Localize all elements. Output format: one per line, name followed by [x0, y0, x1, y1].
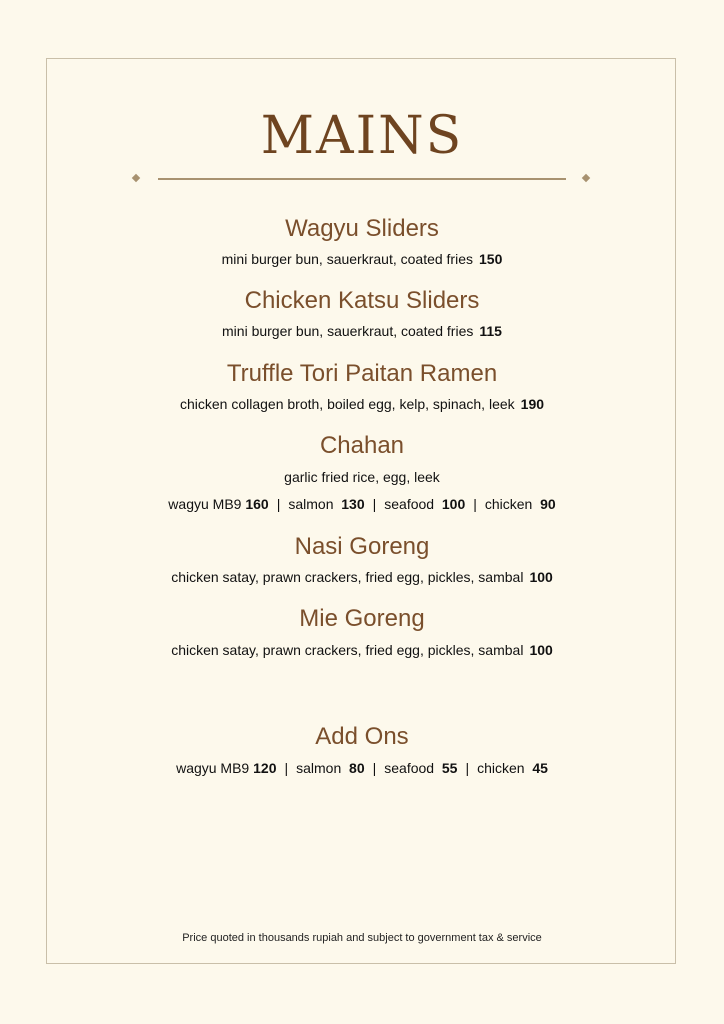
page-title: MAINS	[260, 106, 464, 166]
item-desc-text: chicken satay, prawn crackers, fried egg, pickles, sambal	[171, 642, 524, 658]
option-label: wagyu MB9	[168, 496, 242, 512]
addon-wagyu	[176, 760, 276, 776]
option-salmon	[288, 496, 364, 512]
item-desc-text: mini burger bun, sauerkraut, coated fries	[221, 251, 473, 267]
item-desc-text: mini burger bun, sauerkraut, coated fries	[222, 323, 474, 339]
item-price: 100	[529, 569, 553, 585]
separator: |	[465, 760, 470, 776]
addon-salmon	[296, 760, 365, 776]
option-label: wagyu MB9	[176, 760, 250, 776]
item-price: 190	[520, 396, 545, 412]
item-desc-chicken-katsu-sliders	[0, 322, 724, 340]
separator: |	[473, 496, 477, 512]
option-price: 130	[341, 496, 365, 512]
option-label: salmon	[296, 760, 342, 776]
option-label: chicken	[484, 496, 533, 512]
separator: |	[276, 496, 281, 512]
item-desc-mie-goreng	[0, 641, 724, 659]
option-price: 80	[349, 760, 365, 776]
item-desc-wagyu-sliders	[0, 250, 724, 268]
addons-options	[0, 759, 724, 777]
option-price: 55	[441, 760, 458, 776]
item-price: 100	[529, 642, 553, 658]
item-name-wagyu-sliders: Wagyu Sliders	[285, 215, 439, 242]
separator: |	[372, 760, 377, 776]
separator: |	[372, 496, 377, 512]
separator: |	[284, 760, 289, 776]
price-disclaimer: Price quoted in thousands rupiah and subject to government tax & service	[182, 932, 542, 944]
option-label: seafood	[384, 760, 435, 776]
option-price: 100	[441, 496, 466, 512]
item-name-mie-goreng: Mie Goreng	[299, 605, 425, 632]
option-price: 45	[532, 760, 548, 776]
item-name-chahan: Chahan	[319, 432, 405, 459]
chahan-options	[0, 495, 724, 513]
option-label: salmon	[288, 496, 334, 512]
item-name-chicken-katsu-sliders: Chicken Katsu Sliders	[244, 287, 480, 314]
addon-chicken	[477, 760, 548, 776]
option-label: seafood	[384, 496, 435, 512]
item-desc-chahan: garlic fried rice, egg, leek	[284, 469, 440, 485]
item-desc-text: chicken collagen broth, boiled egg, kelp, spinach, leek	[179, 396, 515, 412]
option-seafood	[384, 496, 465, 512]
option-price: 90	[540, 496, 556, 512]
item-desc-nasi-goreng	[0, 568, 724, 586]
item-desc-truffle-ramen	[0, 395, 724, 413]
option-price: 160	[245, 496, 269, 512]
addon-seafood	[384, 760, 457, 776]
item-name-truffle-ramen: Truffle Tori Paitan Ramen	[226, 360, 498, 387]
option-chicken	[485, 496, 556, 512]
title-divider	[158, 178, 566, 180]
item-name-nasi-goreng: Nasi Goreng	[294, 533, 430, 560]
option-price: 120	[253, 760, 277, 776]
item-price: 150	[479, 251, 503, 267]
option-wagyu	[168, 496, 268, 512]
item-desc-text: chicken satay, prawn crackers, fried egg, pickles, sambal	[171, 569, 524, 585]
addons-title: Add Ons	[315, 723, 409, 750]
option-label: chicken	[477, 760, 525, 776]
item-price: 115	[479, 323, 502, 339]
